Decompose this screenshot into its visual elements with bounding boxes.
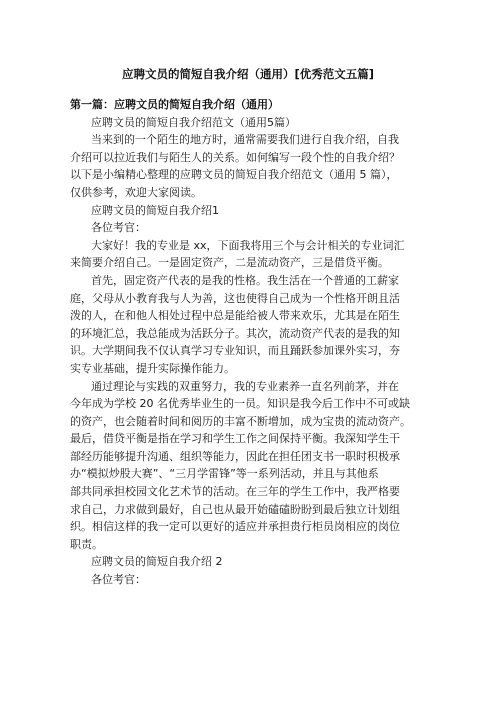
text-line: 各位考官： bbox=[91, 573, 146, 587]
text-line: 仅供参考，欢迎大家阅读。 bbox=[70, 185, 202, 199]
section-heading: 第一篇：应聘文员的简短自我介绍（通用） bbox=[70, 98, 279, 111]
text-line: 的环境汇总，我总能成为活跃分子。其次，流动资产代表的是我的知 bbox=[70, 326, 400, 340]
text-line: 大家好！我的专业是 xx，下面我将用三个与会计相关的专业词汇 bbox=[91, 238, 405, 252]
text-line: 职责。 bbox=[70, 537, 103, 551]
text-line: 部经历能够提升沟通、组织等能力，因此在担任团支书一职时积极承 bbox=[70, 449, 400, 463]
text-line: 当来到的一个陌生的地方时，通常需要我们进行自我介绍，自我 bbox=[91, 133, 399, 147]
text-line: 应聘文员的简短自我介绍 2 bbox=[91, 555, 223, 569]
text-line: 泼的人，在和他人相处过程中总是能给被人带来欢乐，尤其是在陌生 bbox=[70, 309, 400, 323]
document-body bbox=[70, 96, 432, 589]
text-line: 今年成为学校 20 名优秀毕业生的一员。知识是我今后工作中不可或缺 bbox=[70, 397, 410, 411]
text-line: 各位考官： bbox=[91, 221, 146, 235]
text-line: 应聘文员的简短自我介绍1 bbox=[91, 203, 219, 217]
text-line: 的资产，也会随着时间和阅历的丰富不断增加，成为宝贵的流动资产。 bbox=[70, 414, 411, 428]
text-line: 织。相信这样的我一定可以更好的适应并承担贵行柜员岗相应的岗位 bbox=[70, 520, 400, 534]
text-line: 最后，借贷平衡是指在学习和学生工作之间保持平衡。我深知学生干 bbox=[70, 432, 400, 446]
text-line: 来简要介绍自己。一是固定资产，二是流动资产，三是借贷平衡。 bbox=[70, 256, 389, 270]
text-line: 介绍可以拉近我们与陌生人的关系。如何编写一段个性的自我介绍？ bbox=[70, 150, 400, 164]
text-line: 办“模拟炒股大赛”、“三月学雷锋”等一系列活动，并且与其他系 bbox=[70, 467, 379, 481]
text-line: 以下是小编精心整理的应聘文员的简短自我介绍范文（通用 5 篇）， bbox=[70, 168, 398, 182]
text-line: 部共同承担校园文化艺术节的活动。在三年的学生工作中，我严格要 bbox=[70, 485, 400, 499]
text-line: 庭，父母从小教育我与人为善，这也使得自己成为一个性格开朗且活 bbox=[70, 291, 400, 305]
document-title: 应聘文员的简短自我介绍（通用）[优秀范文五篇] bbox=[121, 67, 374, 81]
text-line: 求自己，力求做到最好，自己也从最开始磕磕盼盼到最后独立计划组 bbox=[70, 502, 400, 516]
text-line: 通过理论与实践的双重努力，我的专业素养一直名列前茅，并在 bbox=[91, 379, 399, 393]
text-line: 识。大学期间我不仅认真学习专业知识，而且踊跃参加课外实习，夯 bbox=[70, 344, 400, 358]
text-line: 实专业基础，提升实际操作能力。 bbox=[70, 361, 235, 375]
text-line: 首先，固定资产代表的是我的性格。我生活在一个普通的工薪家 bbox=[91, 273, 399, 287]
text-line: 应聘文员的简短自我介绍范文（通用5篇） bbox=[91, 115, 296, 129]
